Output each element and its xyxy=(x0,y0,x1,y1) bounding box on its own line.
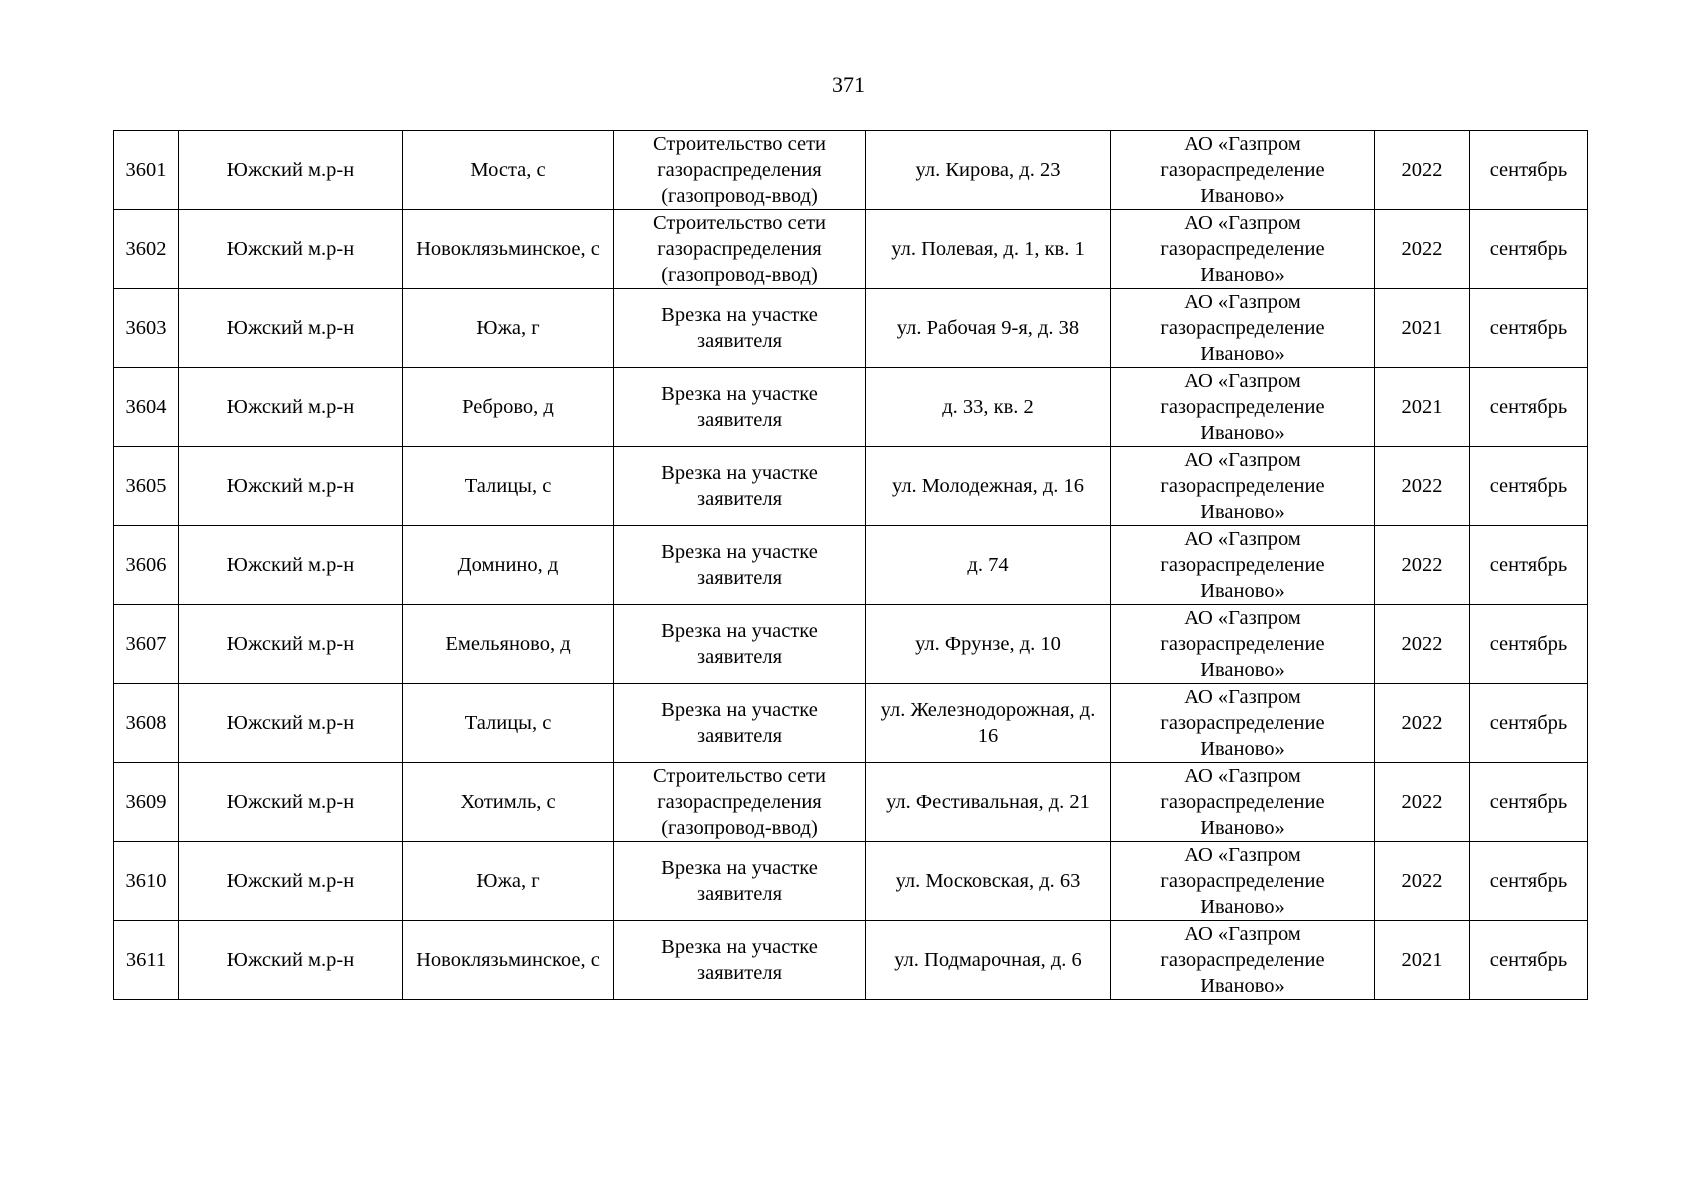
table-row xyxy=(114,921,1588,1000)
table-row xyxy=(114,684,1588,763)
month-cell: сентябрь xyxy=(1470,447,1588,526)
settlement-cell: Хотимль, с xyxy=(403,763,614,842)
district-cell: Южский м.р-н xyxy=(179,526,403,605)
table-row xyxy=(114,289,1588,368)
organization-cell: АО «Газпром газораспределение Иваново» xyxy=(1111,447,1375,526)
year-cell: 2022 xyxy=(1375,131,1470,210)
year-cell: 2022 xyxy=(1375,210,1470,289)
year-cell: 2021 xyxy=(1375,921,1470,1000)
organization-cell: АО «Газпром газораспределение Иваново» xyxy=(1111,210,1375,289)
month-cell: сентябрь xyxy=(1470,921,1588,1000)
organization-cell: АО «Газпром газораспределение Иваново» xyxy=(1111,131,1375,210)
address-cell: ул. Подмарочная, д. 6 xyxy=(866,921,1111,1000)
organization-cell: АО «Газпром газораспределение Иваново» xyxy=(1111,684,1375,763)
address-cell: д. 33, кв. 2 xyxy=(866,368,1111,447)
month-cell: сентябрь xyxy=(1470,605,1588,684)
settlement-cell: Реброво, д xyxy=(403,368,614,447)
month-cell: сентябрь xyxy=(1470,368,1588,447)
row-number-cell: 3606 xyxy=(114,526,179,605)
work-type-cell: Врезка на участке заявителя xyxy=(614,842,866,921)
work-type-cell: Врезка на участке заявителя xyxy=(614,447,866,526)
table-row xyxy=(114,368,1588,447)
organization-cell: АО «Газпром газораспределение Иваново» xyxy=(1111,842,1375,921)
month-cell: сентябрь xyxy=(1470,763,1588,842)
organization-cell: АО «Газпром газораспределение Иваново» xyxy=(1111,605,1375,684)
row-number-cell: 3604 xyxy=(114,368,179,447)
row-number-cell: 3602 xyxy=(114,210,179,289)
organization-cell: АО «Газпром газораспределение Иваново» xyxy=(1111,526,1375,605)
row-number-cell: 3610 xyxy=(114,842,179,921)
work-type-cell: Врезка на участке заявителя xyxy=(614,921,866,1000)
work-type-cell: Строительство сети газораспределения (газопровод-ввод) xyxy=(614,763,866,842)
settlement-cell: Домнино, д xyxy=(403,526,614,605)
organization-cell: АО «Газпром газораспределение Иваново» xyxy=(1111,289,1375,368)
year-cell: 2021 xyxy=(1375,368,1470,447)
address-cell: ул. Фестивальная, д. 21 xyxy=(866,763,1111,842)
work-type-cell: Врезка на участке заявителя xyxy=(614,526,866,605)
address-cell: ул. Фрунзе, д. 10 xyxy=(866,605,1111,684)
district-cell: Южский м.р-н xyxy=(179,921,403,1000)
settlement-cell: Новоклязьминское, с xyxy=(403,210,614,289)
settlement-cell: Южа, г xyxy=(403,842,614,921)
table-row xyxy=(114,842,1588,921)
work-type-cell: Строительство сети газораспределения (газопровод-ввод) xyxy=(614,131,866,210)
document-table xyxy=(113,130,1588,1000)
district-cell: Южский м.р-н xyxy=(179,368,403,447)
year-cell: 2022 xyxy=(1375,447,1470,526)
settlement-cell: Южа, г xyxy=(403,289,614,368)
month-cell: сентябрь xyxy=(1470,210,1588,289)
district-cell: Южский м.р-н xyxy=(179,447,403,526)
year-cell: 2022 xyxy=(1375,763,1470,842)
month-cell: сентябрь xyxy=(1470,289,1588,368)
address-cell: ул. Московская, д. 63 xyxy=(866,842,1111,921)
district-cell: Южский м.р-н xyxy=(179,684,403,763)
settlement-cell: Новоклязьминское, с xyxy=(403,921,614,1000)
work-type-cell: Строительство сети газораспределения (газопровод-ввод) xyxy=(614,210,866,289)
month-cell: сентябрь xyxy=(1470,842,1588,921)
work-type-cell: Врезка на участке заявителя xyxy=(614,289,866,368)
table-row xyxy=(114,210,1588,289)
settlement-cell: Моста, с xyxy=(403,131,614,210)
year-cell: 2022 xyxy=(1375,684,1470,763)
row-number-cell: 3605 xyxy=(114,447,179,526)
page-number: 371 xyxy=(832,72,865,97)
settlement-cell: Емельяново, д xyxy=(403,605,614,684)
row-number-cell: 3608 xyxy=(114,684,179,763)
settlement-cell: Талицы, с xyxy=(403,684,614,763)
table-body xyxy=(114,131,1588,1000)
month-cell: сентябрь xyxy=(1470,684,1588,763)
table-row xyxy=(114,526,1588,605)
address-cell: ул. Железнодорожная, д. 16 xyxy=(866,684,1111,763)
district-cell: Южский м.р-н xyxy=(179,763,403,842)
address-cell: д. 74 xyxy=(866,526,1111,605)
month-cell: сентябрь xyxy=(1470,526,1588,605)
address-cell: ул. Кирова, д. 23 xyxy=(866,131,1111,210)
year-cell: 2022 xyxy=(1375,605,1470,684)
organization-cell: АО «Газпром газораспределение Иваново» xyxy=(1111,763,1375,842)
table-row xyxy=(114,763,1588,842)
year-cell: 2022 xyxy=(1375,526,1470,605)
row-number-cell: 3607 xyxy=(114,605,179,684)
district-cell: Южский м.р-н xyxy=(179,210,403,289)
year-cell: 2022 xyxy=(1375,842,1470,921)
row-number-cell: 3611 xyxy=(114,921,179,1000)
work-type-cell: Врезка на участке заявителя xyxy=(614,605,866,684)
district-cell: Южский м.р-н xyxy=(179,289,403,368)
address-cell: ул. Молодежная, д. 16 xyxy=(866,447,1111,526)
table-row xyxy=(114,605,1588,684)
table-row xyxy=(114,447,1588,526)
row-number-cell: 3601 xyxy=(114,131,179,210)
organization-cell: АО «Газпром газораспределение Иваново» xyxy=(1111,921,1375,1000)
address-cell: ул. Рабочая 9-я, д. 38 xyxy=(866,289,1111,368)
district-cell: Южский м.р-н xyxy=(179,131,403,210)
row-number-cell: 3609 xyxy=(114,763,179,842)
address-cell: ул. Полевая, д. 1, кв. 1 xyxy=(866,210,1111,289)
row-number-cell: 3603 xyxy=(114,289,179,368)
month-cell: сентябрь xyxy=(1470,131,1588,210)
organization-cell: АО «Газпром газораспределение Иваново» xyxy=(1111,368,1375,447)
year-cell: 2021 xyxy=(1375,289,1470,368)
district-cell: Южский м.р-н xyxy=(179,842,403,921)
work-type-cell: Врезка на участке заявителя xyxy=(614,684,866,763)
table-row xyxy=(114,131,1588,210)
district-cell: Южский м.р-н xyxy=(179,605,403,684)
settlement-cell: Талицы, с xyxy=(403,447,614,526)
work-type-cell: Врезка на участке заявителя xyxy=(614,368,866,447)
